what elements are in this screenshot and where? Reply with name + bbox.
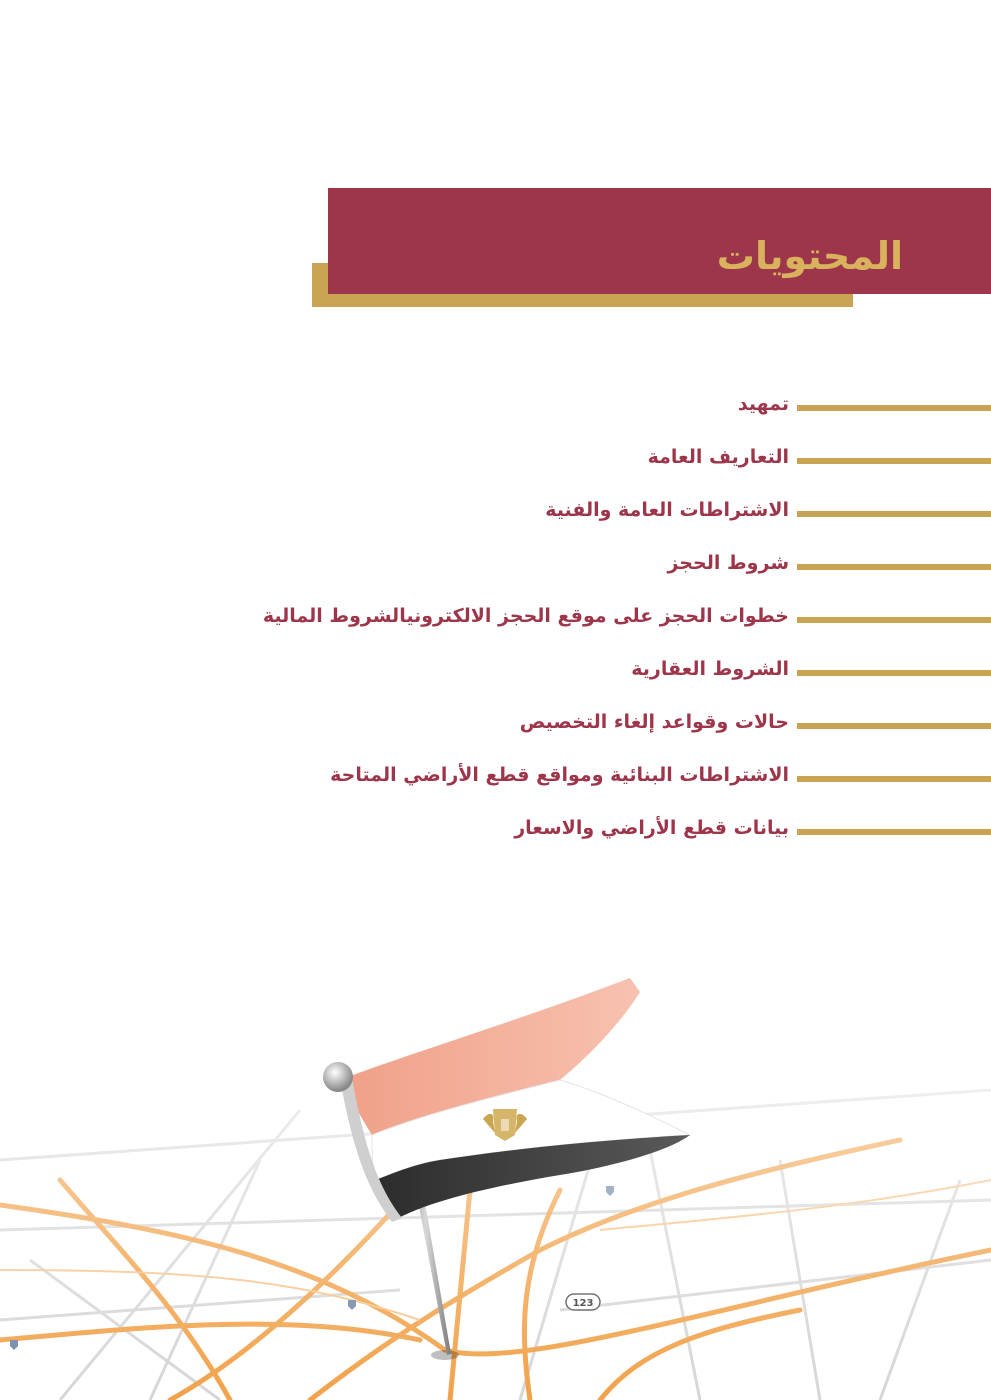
page-title: المحتويات xyxy=(716,234,903,278)
toc-item-label: التعاريف العامة xyxy=(647,446,789,468)
road-map-icon xyxy=(0,930,991,1400)
toc-item-label: خطوات الحجز على موقع الحجز الالكترونيالشروط المالية xyxy=(262,605,789,627)
toc-leader-line xyxy=(797,670,991,676)
toc-item[interactable] xyxy=(0,647,991,687)
toc-leader-line xyxy=(797,617,991,623)
toc-item-label: الاشتراطات العامة والفنية xyxy=(545,499,789,521)
toc-item-label: حالات وقواعد إلغاء التخصيص xyxy=(519,711,789,733)
toc-leader-line xyxy=(797,776,991,782)
toc-item-label: الاشتراطات البنائية ومواقع قطع الأراضي المتاحة xyxy=(330,764,789,786)
toc-item[interactable] xyxy=(0,594,991,634)
toc-item[interactable] xyxy=(0,382,991,422)
toc-item[interactable] xyxy=(0,488,991,528)
toc-item[interactable] xyxy=(0,541,991,581)
toc-item-label: تمهيد xyxy=(737,393,789,415)
toc-item[interactable] xyxy=(0,700,991,740)
toc-leader-line xyxy=(797,564,991,570)
toc-item[interactable] xyxy=(0,753,991,793)
toc-item-label: بيانات قطع الأراضي والاسعار xyxy=(514,817,789,839)
toc-leader-line xyxy=(797,723,991,729)
toc-item[interactable] xyxy=(0,806,991,846)
toc-item-label: شروط الحجز xyxy=(667,552,789,574)
toc-leader-line xyxy=(797,829,991,835)
map-flag-illustration xyxy=(0,930,991,1400)
table-of-contents xyxy=(0,372,991,852)
toc-leader-line xyxy=(797,458,991,464)
toc-leader-line xyxy=(797,511,991,517)
toc-leader-line xyxy=(797,405,991,411)
toc-item[interactable] xyxy=(0,435,991,475)
toc-item-label: الشروط العقارية xyxy=(631,658,789,680)
